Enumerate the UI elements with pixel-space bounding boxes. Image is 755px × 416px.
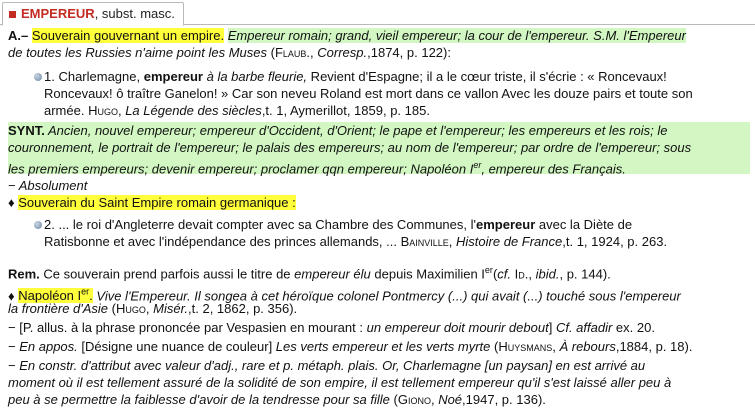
synt-label: SYNT. — [8, 123, 45, 138]
paren: ( — [490, 339, 499, 354]
appos-text: [Désigne une nuance de couleur] — [77, 339, 276, 354]
sep: , — [145, 301, 154, 316]
cf-affadir: Cf. affadir — [555, 320, 613, 335]
napoleon-dot: . — [89, 288, 93, 304]
napoleon-sup: er — [81, 287, 90, 297]
definition-saint-empire: Souverain du Saint Empire romain germanique : — [18, 195, 296, 210]
absolument-line — [8, 178, 87, 194]
paren: ( — [267, 45, 275, 60]
quote-1-line3 — [44, 103, 430, 119]
ref-flaubert: ,1874, p. 122): — [367, 45, 451, 60]
author-bainville: Bainville — [400, 234, 449, 249]
diamond-icon: ♦ — [8, 195, 19, 210]
synt-line3 — [8, 157, 626, 177]
tab-bar — [0, 0, 755, 25]
allusion-quote: un empereur doit mourir debout — [366, 320, 549, 335]
quote-1-italic: à la barbe fleurie, — [202, 69, 308, 84]
ref-hugo: ,t. 1, Aymerillot, 1859, p. 185. — [261, 103, 430, 118]
napoleon-name: Napoléon I — [18, 288, 82, 304]
rem-text1: Ce souverain prend parfois aussi le titre de — [39, 266, 295, 282]
author-hugo: Hugo — [116, 301, 146, 316]
napoleon-line2 — [8, 301, 297, 317]
quote-2-line1 — [44, 217, 632, 233]
appos-label: En appos. — [19, 339, 78, 354]
constr-line3 — [8, 392, 546, 408]
quote-1-text3: armée. — [44, 103, 89, 118]
paren: ( — [389, 392, 398, 407]
rem-sup: er — [484, 265, 493, 275]
author-huysmans: Huysmans — [498, 339, 553, 354]
synt-text2: couronnement, le portrait de l'empereur; le palais des empereurs; au nom de l'empereur; par ordre de l'empereur; sous — [8, 140, 692, 155]
appos-example: Les verts empereur et les verts myrte — [275, 339, 491, 354]
work-noe: Noé — [438, 392, 463, 407]
napoleon-example1: Vive l'Empereur. Il songea à cet héroïque colonel Pontmercy (...) qui avait (...) touché sous l'empereur — [92, 288, 681, 304]
diamond-icon: ♦ — [8, 288, 19, 304]
ref-rem: , p. 144). — [559, 266, 611, 282]
quote-1-text2: Roncevaux! ô traître Ganelon! » Car son neveu Roland est mort dans ce vallon Avec les douze pairs et toute son — [44, 86, 693, 101]
synt-line2 — [8, 140, 691, 156]
definition-empire: Souverain gouvernant un empire. — [31, 28, 225, 43]
appos-line — [8, 339, 692, 355]
quote-2-text2: avec la Diète de — [535, 217, 633, 232]
quote-1-number: 1. Charlemagne, — [44, 69, 144, 84]
constr-line2 — [8, 375, 671, 391]
absolument-label: − Absolument — [8, 178, 88, 193]
rem-italic: empereur élu — [294, 266, 371, 282]
author-giono: Giono — [397, 392, 431, 407]
sep: , — [310, 45, 318, 60]
dash: − — [8, 339, 20, 354]
constr-line1 — [8, 358, 645, 374]
quote-1-line1 — [44, 69, 667, 85]
part-of-speech: , subst. masc. — [94, 6, 175, 21]
section-a-label: A.– — [8, 28, 29, 43]
napoleon-example2: la frontière d'Asie — [8, 301, 109, 316]
quote-1-line2 — [44, 86, 693, 102]
allusion-text1: − [P. allus. à la phrase prononcée par Vespasien en mourant : — [8, 320, 367, 335]
work-legende: La Légende des siècles — [125, 103, 262, 118]
saint-empire-line — [8, 195, 296, 211]
constr-text2: moment où il est tellement assuré de la solidité de son empire, il est tellement empereur qu'il s'est laissé aller peu à — [8, 375, 672, 390]
ref-huysmans: ,1884, p. 18). — [615, 339, 693, 354]
quote-1-keyword: empereur — [143, 69, 203, 84]
section-a-line2 — [8, 45, 451, 61]
ref-bainville: ,t. 1, 1924, p. 263. — [562, 234, 668, 249]
bullet-icon — [34, 221, 42, 229]
synt-text1: Ancien, nouvel empereur; empereur d'Occident, d'Orient; le pape et l'empereur; les empereurs et les rois; le — [44, 123, 668, 138]
ref-hugo: ,t. 2, 1862, p. 356). — [188, 301, 298, 316]
example-text-a2: de toutes les Russies n'aime point les Muses — [8, 45, 267, 60]
section-a-line1 — [8, 28, 686, 44]
bracket: ] — [548, 320, 556, 335]
quote-2-line2 — [44, 234, 667, 250]
rem-line — [8, 262, 611, 282]
tab-marker-icon — [9, 11, 16, 18]
bullet-icon — [34, 73, 42, 81]
sep: , — [528, 266, 536, 282]
work-a-rebours: À rebours — [559, 339, 616, 354]
ref-giono: ,1947, p. 136). — [462, 392, 546, 407]
sep: , — [552, 339, 560, 354]
sep: , — [448, 234, 457, 249]
author-id: Id. — [514, 266, 529, 282]
example-text-a1: Empereur romain; grand, vieil empereur; la cour de l'empereur. S.M. l'Empereur — [227, 28, 686, 43]
quote-1-text1: Revient d'Espagne; il a le cœur triste, il s'écrie : « Roncevaux! — [307, 69, 667, 84]
synt-text3: les premiers empereurs; devenir empereur; proclamer qqn empereur; Napoléon I — [8, 161, 474, 177]
synt-text4: , empereur des Français. — [481, 161, 626, 177]
dash: − — [8, 358, 20, 373]
allusion-line — [8, 320, 655, 336]
rem-label: Rem. — [8, 266, 40, 282]
work-corresp: Corresp. — [317, 45, 368, 60]
ibid: ibid. — [535, 266, 560, 282]
author-flaubert: Flaub. — [274, 45, 311, 60]
sep: , — [117, 103, 126, 118]
constr-text1: En constr. d'attribut avec valeur d'adj., rare et p. métaph. plais. Or, Charlemagne [un paysan] en est arrivé au — [19, 358, 646, 373]
allusion-ref: ex. 20. — [612, 320, 655, 335]
sep: , — [430, 392, 439, 407]
work-histoire: Histoire de France — [456, 234, 563, 249]
cf: cf. — [497, 266, 512, 282]
work-miserables: Misér. — [153, 301, 189, 316]
synt-sup: er — [473, 160, 482, 170]
quote-2-text3: Ratisbonne et avec l'indépendance des princes allemands, ... — [44, 234, 401, 249]
constr-text3: peu à se permettre la faiblesse d'avoir de la tendresse pour sa fille — [8, 392, 390, 407]
headword: EMPEREUR — [21, 6, 95, 21]
author-hugo: Hugo — [88, 103, 118, 118]
paren: ( — [492, 266, 498, 282]
paren: ( — [108, 301, 116, 316]
rem-text2: depuis Maximilien I — [370, 266, 485, 282]
quote-2-keyword: empereur — [476, 217, 536, 232]
tab-empereur[interactable] — [2, 2, 184, 26]
quote-2-text1: 2. ... le roi d'Angleterre devait compter avec sa Chambre des Communes, l' — [44, 217, 476, 232]
synt-line1 — [8, 123, 667, 139]
